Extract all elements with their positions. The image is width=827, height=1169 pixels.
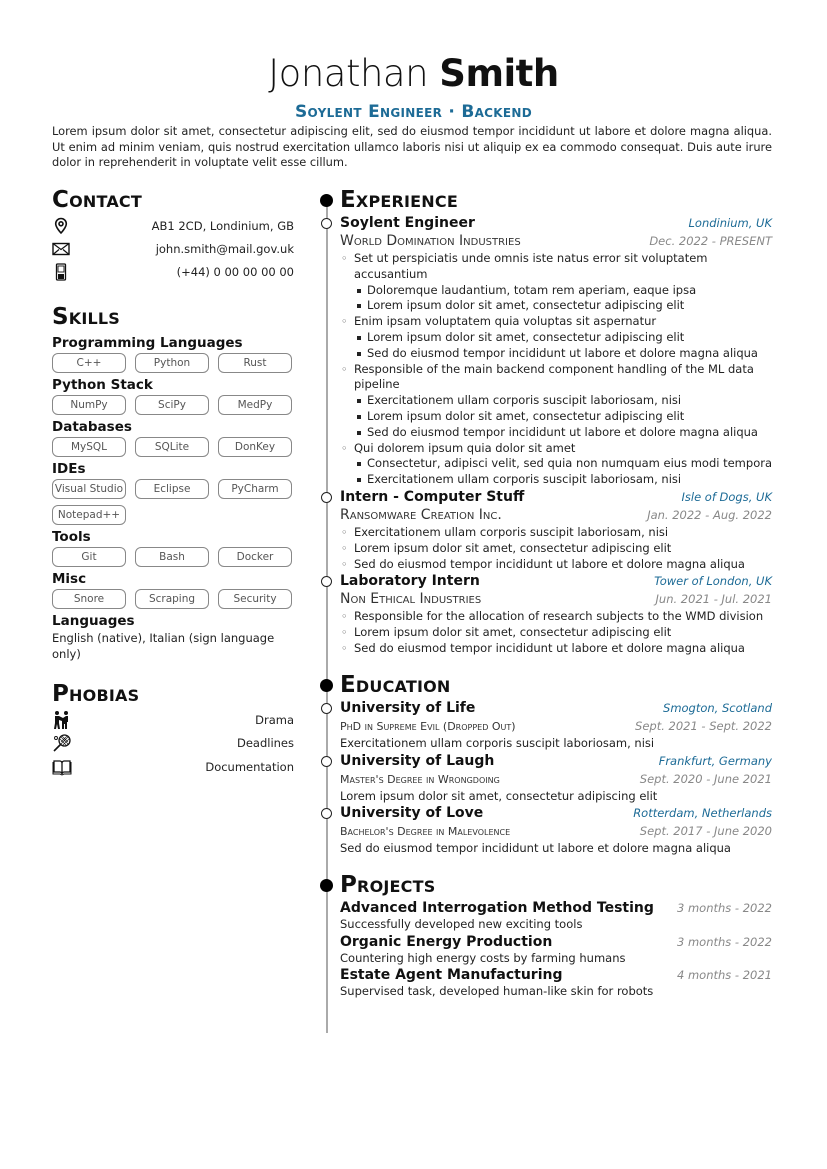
job-bullet: ◦ Lorem ipsum dolor sit amet, consectetur adipiscing elit <box>354 541 772 557</box>
experience-heading-text: Experience <box>340 187 458 213</box>
skill-category <box>52 376 294 415</box>
degree-name: PhD in Supreme Evil (Dropped Out) <box>340 719 516 733</box>
section-bullet-icon <box>320 194 333 207</box>
languages-block <box>52 612 294 662</box>
job-dates: Dec. 2022 - PRESENT <box>649 234 772 248</box>
school-name: University of Laugh <box>340 752 495 769</box>
job-sub-bullet: Lorem ipsum dolor sit amet, consectetur adipiscing elit <box>367 298 772 314</box>
job-title: Intern - Computer Stuff <box>340 488 525 505</box>
job-sub-bullet: Exercitationem ullam corporis suscipit laboriosam, nisi <box>367 393 772 409</box>
entry-marker-icon <box>321 703 332 714</box>
skill-category-title: Databases <box>52 419 132 435</box>
timeline-line <box>326 200 328 1033</box>
skill-category-title: Tools <box>52 529 91 545</box>
projects-heading <box>340 871 772 899</box>
entry-marker-icon <box>321 576 332 587</box>
job-sub-bullet: Sed do eiusmod tempor incididunt ut labore et dolore magna aliqua <box>367 425 772 441</box>
projects-heading-text: Projects <box>340 872 436 899</box>
education-description: Sed do eiusmod tempor incididunt ut labore et dolore magna aliqua <box>340 841 731 856</box>
phobia-text: Documentation <box>205 759 294 774</box>
education-dates: Sept. 2021 - Sept. 2022 <box>635 718 772 733</box>
project-description: Successfully developed new exciting tools <box>340 917 583 932</box>
skill-chip: SQLite <box>135 437 209 457</box>
people-fighting-icon <box>52 710 72 730</box>
skill-category <box>52 570 294 609</box>
job-location: Isle of Dogs, UK <box>681 489 772 504</box>
phobia-item <box>52 708 294 732</box>
skill-category-title: Misc <box>52 571 87 587</box>
contact-list <box>52 214 294 283</box>
left-column <box>52 186 294 779</box>
education-dates: Sept. 2020 - June 2021 <box>639 771 772 786</box>
job-sub-bullet: Doloremque laudantium, totam rem aperiam, eaque ipsa <box>367 283 772 299</box>
skill-chip: Scraping <box>135 589 209 609</box>
job-sub-bullet: Consectetur, adipisci velit, sed quia non numquam eius modi tempora <box>367 456 772 471</box>
education-entry <box>340 752 772 805</box>
contact-address <box>52 214 294 237</box>
experience-entry <box>340 488 772 572</box>
skill-category-title: Programming Languages <box>52 335 243 351</box>
skill-chip: SciPy <box>135 395 209 415</box>
mobile-phone-icon <box>52 263 70 281</box>
job-sub-bullet: Lorem ipsum dolor sit amet, consectetur adipiscing elit <box>367 409 772 425</box>
skill-chip: PyCharm <box>218 479 292 499</box>
skill-category <box>52 418 294 457</box>
skill-category <box>52 528 294 567</box>
job-location: Londinium, UK <box>688 216 772 230</box>
skill-chip: MySQL <box>52 437 126 457</box>
school-location: Smogton, Scotland <box>663 700 772 715</box>
phobia-text: Deadlines <box>236 736 294 751</box>
envelope-icon <box>52 240 70 258</box>
project-title: Estate Agent Manufacturing <box>340 967 563 984</box>
skill-chip: C++ <box>52 353 126 373</box>
job-dates: Jun. 2021 - Jul. 2021 <box>655 592 772 607</box>
skill-chip: Rust <box>218 353 292 373</box>
skill-chip: Security <box>218 589 292 609</box>
phone-text: (+44) 0 00 00 00 00 <box>176 264 294 279</box>
open-book-icon <box>52 757 72 777</box>
education-dates: Sept. 2017 - June 2020 <box>639 824 772 839</box>
skill-chip: Docker <box>218 547 292 567</box>
job-sub-bullet: Exercitationem ullam corporis suscipit laboriosam, nisi <box>367 472 772 488</box>
skill-chip: Eclipse <box>135 479 209 499</box>
school-name: University of Love <box>340 805 484 822</box>
skill-chip: Bash <box>135 547 209 567</box>
education-heading <box>340 671 772 699</box>
languages-title: Languages <box>52 613 135 629</box>
phobias-heading: Phobias <box>52 681 140 707</box>
project-entry <box>340 966 772 1000</box>
job-bullet: ◦ Set ut perspiciatis unde omnis iste natus error sit voluptatem accusantium Doloremque laudantium, totam rem aperiam, eaque ipsa Lorem ipsum dolor sit amet, consectetur adipiscing elit <box>354 251 772 314</box>
company-name: Ransomware Creation Inc. <box>340 506 502 523</box>
phobia-item <box>52 755 294 779</box>
project-dates: 4 months - 2021 <box>676 968 772 983</box>
school-location: Rotterdam, Netherlands <box>633 806 772 821</box>
entry-marker-icon <box>321 756 332 767</box>
experience-entry <box>340 572 772 656</box>
address-text: AB1 2CD, Londinium, GB <box>151 218 294 233</box>
project-description: Countering high energy costs by farming humans <box>340 950 626 965</box>
phobia-text: Drama <box>255 712 294 727</box>
contact-email[interactable] <box>52 237 294 260</box>
job-sub-bullet: Sed do eiusmod tempor incididunt ut labore et dolore magna aliqua <box>367 346 772 362</box>
education-heading-text: Education <box>340 671 451 698</box>
job-bullet: ◦ Lorem ipsum dolor sit amet, consectetur adipiscing elit <box>354 625 772 641</box>
languages-text: English (native), Italian (sign language only) <box>52 631 275 661</box>
education-entry <box>340 804 772 857</box>
job-bullet: ◦ Exercitationem ullam corporis suscipit laboriosam, nisi <box>354 525 772 541</box>
project-dates: 3 months - 2022 <box>676 934 772 949</box>
degree-name: Bachelor's Degree in Malevolence <box>340 825 511 839</box>
experience-heading <box>340 186 772 214</box>
skill-chip: NumPy <box>52 395 126 415</box>
job-bullet: ◦ Sed do eiusmod tempor incididunt ut labore et dolore magna aliqua <box>354 641 772 657</box>
skill-chip: Visual Studio <box>52 479 126 499</box>
project-title: Advanced Interrogation Method Testing <box>340 900 654 917</box>
right-column <box>340 186 772 1000</box>
job-title: Laboratory Intern <box>340 573 480 590</box>
skill-chip: Notepad++ <box>52 505 126 525</box>
education-entry <box>340 699 772 752</box>
job-dates: Jan. 2022 - Aug. 2022 <box>647 507 772 522</box>
job-bullet: ◦ Responsible for the allocation of research subjects to the WMD division <box>354 609 772 625</box>
project-entry <box>340 933 772 967</box>
project-dates: 3 months - 2022 <box>676 901 772 916</box>
skill-category-title: IDEs <box>52 461 86 477</box>
job-sub-bullet: Lorem ipsum dolor sit amet, consectetur adipiscing elit <box>367 330 772 346</box>
school-name: University of Life <box>340 699 476 716</box>
project-description: Supervised task, developed human-like skin for robots <box>340 984 654 999</box>
skill-chip: DonKey <box>218 437 292 457</box>
project-entry <box>340 899 772 933</box>
section-bullet-icon <box>320 679 333 692</box>
project-title: Organic Energy Production <box>340 933 553 950</box>
degree-name: Master's Degree in Wrongdoing <box>340 772 500 786</box>
racket-ball-icon <box>52 733 72 753</box>
company-name: World Domination Industries <box>340 233 521 249</box>
entry-marker-icon <box>321 808 332 819</box>
contact-heading: Contact <box>52 187 142 213</box>
section-bullet-icon <box>320 879 333 892</box>
job-bullet: ◦ Enim ipsam voluptatem quia voluptas sit aspernatur Lorem ipsum dolor sit amet, consectetur adipiscing elit Sed do eiusmod tempor incididunt ut labore et dolore magna aliqua <box>354 314 772 361</box>
entry-marker-icon <box>321 492 332 503</box>
job-title: Soylent Engineer <box>340 215 475 231</box>
entry-marker-icon <box>321 218 332 229</box>
summary-text: Lorem ipsum dolor sit amet, consectetur adipiscing elit, sed do eiusmod tempor incididunt ut labore et dolore magna aliqua. Ut enim ad minim veniam, quis nostrud exercitation ullamco laboris nisi ut aliquip ex ea commodo consequat. Duis aute irure dolor in reprehenderit in voluptate velit esse cillum. <box>52 124 772 170</box>
skill-chip: Snore <box>52 589 126 609</box>
skill-chip: Python <box>135 353 209 373</box>
candidate-name <box>0 52 827 96</box>
email-link[interactable]: john.smith@mail.gov.uk <box>155 241 294 256</box>
phobias-list <box>52 708 294 779</box>
experience-entry <box>340 214 772 488</box>
skill-chip: MedPy <box>218 395 292 415</box>
job-bullet: ◦ Qui dolorem ipsum quia dolor sit amet Consectetur, adipisci velit, sed quia non numquam eius modi tempora Exercitationem ullam corporis suscipit laboriosam, nisi <box>354 441 772 488</box>
skill-category <box>52 334 294 373</box>
skill-category-title: Python Stack <box>52 377 153 393</box>
education-description: Lorem ipsum dolor sit amet, consectetur adipiscing elit <box>340 788 658 803</box>
skills-heading: Skills <box>52 304 121 330</box>
skill-chip: Git <box>52 547 126 567</box>
education-description: Exercitationem ullam corporis suscipit laboriosam, nisi <box>340 735 655 750</box>
last-name: Smith <box>439 52 559 95</box>
job-bullet: ◦ Responsible of the main backend component handling of the ML data pipeline Exercitationem ullam corporis suscipit laboriosam, nisi Lorem ipsum dolor sit amet, consectetur adipiscing elit Sed do eiusmod tempor incididunt ut labore et dolore magna aliqua <box>354 362 772 441</box>
first-name: Jonathan <box>268 52 429 95</box>
job-title: Soylent Engineer · Backend <box>295 102 532 122</box>
school-location: Frankfurt, Germany <box>658 753 772 768</box>
job-bullet: ◦ Sed do eiusmod tempor incididunt ut labore et dolore magna aliqua <box>354 557 772 573</box>
phobia-item <box>52 732 294 756</box>
company-name: Non Ethical Industries <box>340 591 482 608</box>
job-location: Tower of London, UK <box>654 574 772 589</box>
map-pin-icon <box>52 217 70 235</box>
contact-phone <box>52 260 294 283</box>
skill-category <box>52 460 294 525</box>
